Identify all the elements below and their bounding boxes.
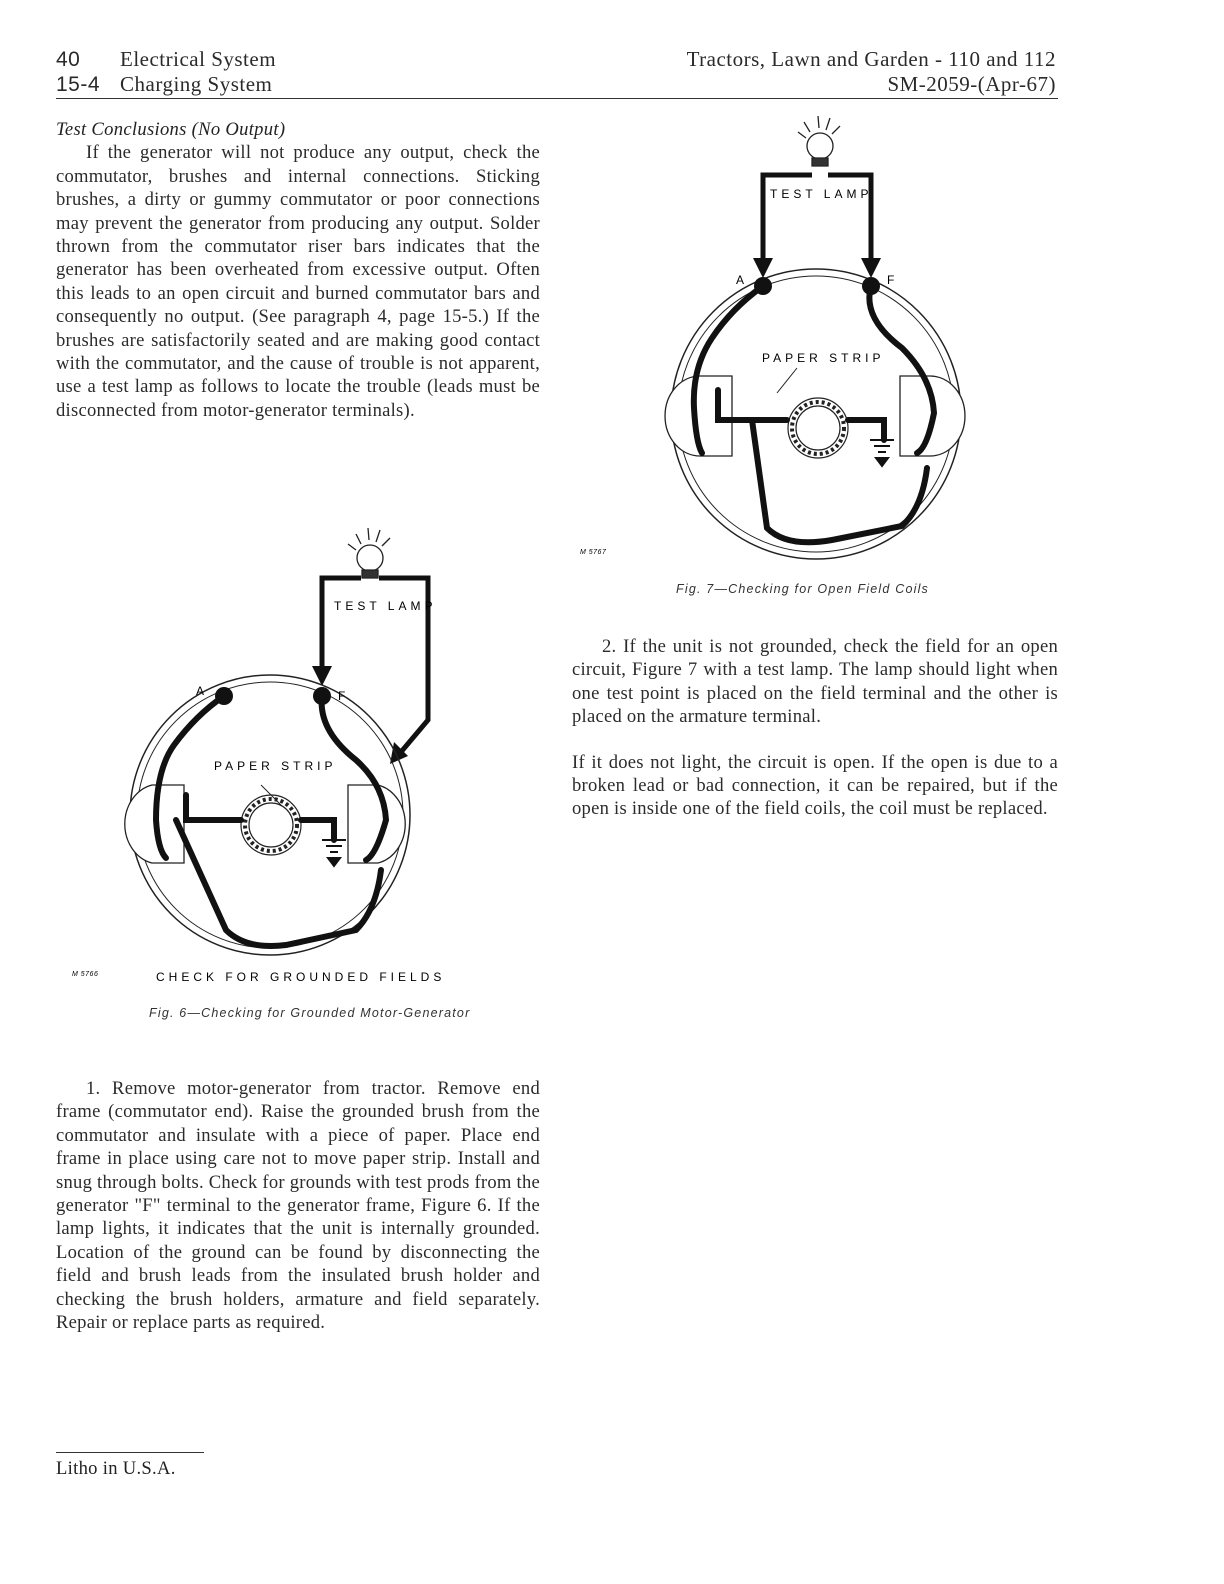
armature xyxy=(241,795,301,855)
ground-icon xyxy=(870,440,894,466)
paragraph-open-circuit: If it does not light, the circuit is open. If the open is due to a broken lead or bad connection, it can be repaired, but if the open is inside one of the field coils, the coil must be replaced. xyxy=(572,751,1058,820)
header-section-line xyxy=(56,47,276,72)
paper-strip-label: PAPER STRIP xyxy=(762,351,885,365)
field-coils xyxy=(665,376,965,456)
paragraph-step-2: 2. If the unit is not grounded, check the field for an open circuit, Figure 7 with a test lamp. The lamp should light when one test point is placed on the field terminal and the other is placed on the armature terminal. xyxy=(572,636,1058,728)
test-lamp-label: TEST LAMP xyxy=(770,187,873,201)
arrow-a-icon xyxy=(753,258,773,278)
manual-code: SM-2059-(Apr-67) xyxy=(887,72,1056,96)
figure-7-diagram xyxy=(572,108,1058,603)
figure-6 xyxy=(56,520,540,1025)
header-rule xyxy=(56,98,1058,99)
figure-6-caption: Fig. 6—Checking for Grounded Motor-Generator xyxy=(149,1006,471,1020)
left-column-bottom xyxy=(56,1077,540,1334)
header-right xyxy=(687,47,1056,97)
footer-rule xyxy=(56,1452,204,1453)
arrow-f-icon xyxy=(861,258,881,278)
check-grounded-label: CHECK FOR GROUNDED FIELDS xyxy=(156,970,446,984)
paragraph-test-conclusions: If the generator will not produce any output, check the commutator, brushes and internal connections. Sticking brushes, a dirty or gummy commutator or poor connections may prevent the generator from producing any output. Solder thrown from the commutator riser bars indicates that the generator has been overheated from excessive output. Often this leads to an open circuit and burned commutator bars and consequently no output. (See paragraph 4, page 15-5.) If the brushes are satisfactorily seated and are making good contact with the commutator, and the cause of trouble is not apparent, use a test lamp as follows to locate the trouble (leads must be disconnected from motor-generator terminals). xyxy=(56,142,540,421)
figure-7 xyxy=(572,108,1058,603)
armature xyxy=(788,398,848,458)
figure-code: M 5767 xyxy=(580,549,607,556)
terminal-a-label: A xyxy=(736,273,745,287)
header-section-title: Electrical System xyxy=(120,47,277,71)
paper-strip-pointer xyxy=(777,368,797,393)
page-number: 40 xyxy=(56,48,81,71)
terminal-a-label: A xyxy=(196,684,205,698)
footer-litho: Litho in U.S.A. xyxy=(56,1458,176,1479)
test-lamp-icon xyxy=(798,116,840,166)
figure-7-caption: Fig. 7—Checking for Open Field Coils xyxy=(676,582,930,596)
figure-code: M 5766 xyxy=(72,971,99,978)
paragraph-step-1: 1. Remove motor-generator from tractor. Remove end frame (commutator end). Raise the grounded brush from the commutator and insulate with a piece of paper. Place end frame in place using care not to move paper strip. Install and snug through bolts. Check for grounds with test prods from the generator "F" terminal to the generator frame, Figure 6. If the lamp lights, it indicates that the unit is internally grounded. Location of the ground can be found by disconnecting the field and brush leads from the insulated brush holder and checking the brush holders, armature and field separately. Repair or replace parts as required. xyxy=(56,1078,540,1334)
section-title: Test Conclusions (No Output) xyxy=(56,119,286,140)
manual-title: Tractors, Lawn and Garden - 110 and 112 xyxy=(686,47,1056,71)
header-subsection-title: Charging System xyxy=(120,72,273,96)
field-coils xyxy=(125,785,405,863)
ground-icon xyxy=(322,840,346,866)
terminal-f-label: F xyxy=(887,273,895,287)
test-lamp-icon xyxy=(348,528,390,578)
terminal-f-label: F xyxy=(338,689,346,703)
section-number: 15-4 xyxy=(56,73,101,96)
left-column-top xyxy=(56,118,540,422)
paper-strip-label: PAPER STRIP xyxy=(214,759,337,773)
figure-6-diagram xyxy=(56,520,540,1025)
test-lamp-label: TEST LAMP xyxy=(334,599,437,613)
header-subsection-line xyxy=(56,72,276,97)
right-column-text xyxy=(572,635,1058,821)
header-left xyxy=(56,47,276,97)
